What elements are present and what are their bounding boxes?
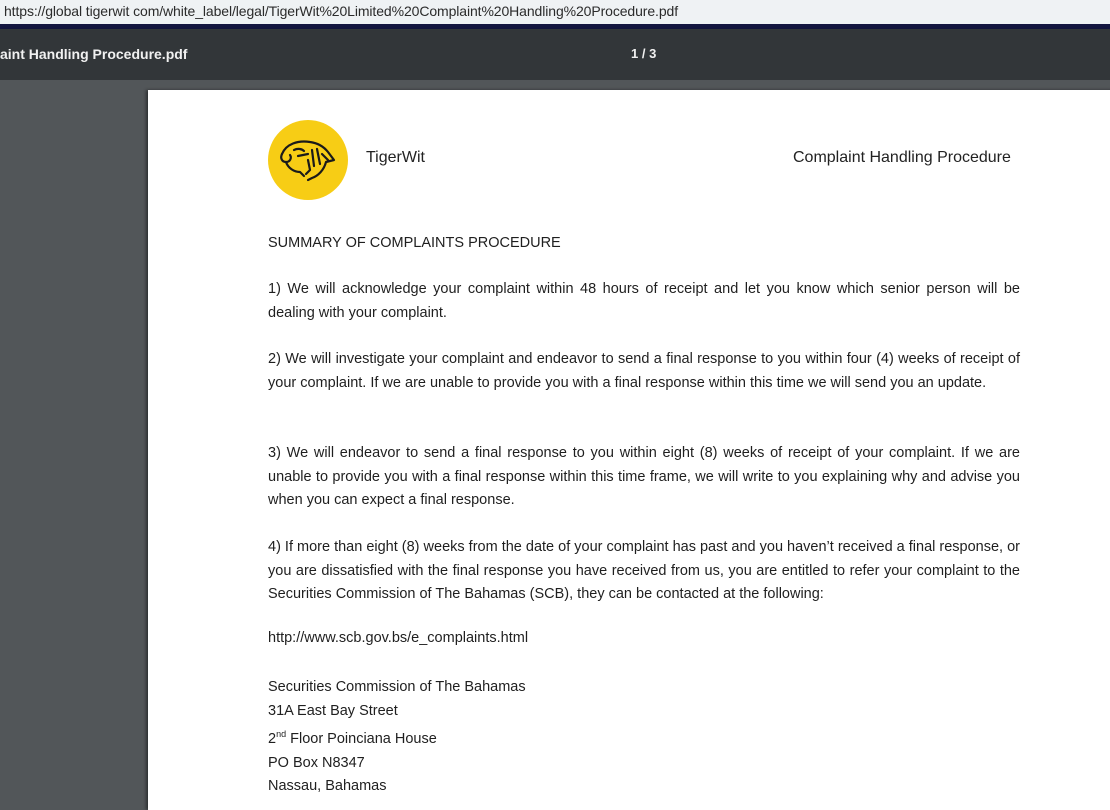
- page-indicator: 1 / 3: [631, 46, 657, 61]
- floor-ordinal-suffix: nd: [276, 729, 287, 739]
- address-line-4: PO Box N8347: [268, 754, 365, 771]
- floor-building: Floor Poinciana House: [286, 731, 437, 747]
- address-bar[interactable]: [0, 0, 1110, 24]
- address-line-2: 31A East Bay Street: [268, 702, 398, 719]
- document-title: Complaint Handling Procedure: [793, 149, 1011, 166]
- pdf-page: [148, 90, 1110, 810]
- procedure-step-4: 4) If more than eight (8) weeks from the date of your complaint has past and you haven’t received a final response, or you are dissatisfied with the final response you have received from us, you are entitled to refer your complaint to the Securities Commission of The Bahamas (SCB), they can be contacted at the following:: [268, 539, 1020, 602]
- url-text[interactable]: https://global tigerwit com/white_label/legal/TigerWit%20Limited%20Complaint%20Handling%20Procedure.pdf: [4, 3, 678, 19]
- address-line-1: Securities Commission of The Bahamas: [268, 679, 526, 695]
- scb-address: [268, 676, 526, 799]
- procedure-step-1: 1) We will acknowledge your complaint within 48 hours of receipt and let you know which senior person will be dealing with your complaint.: [268, 281, 1020, 321]
- address-line-5: Nassau, Bahamas: [268, 778, 387, 794]
- procedure-step-3: 3) We will endeavor to send a final response to you within eight (8) weeks of receipt of your complaint. If we are unable to provide you with a final response within this time frame, we will write to you explaining why and advise you when you can expect a final response.: [268, 445, 1020, 508]
- section-heading: SUMMARY OF COMPLAINTS PROCEDURE: [268, 235, 561, 251]
- pdf-toolbar: [0, 29, 1110, 80]
- address-line-3: [268, 723, 526, 752]
- brand-name: TigerWit: [366, 149, 425, 166]
- tigerwit-logo: [268, 120, 348, 200]
- floor-number: 2: [268, 731, 277, 747]
- procedure-step-2: 2) We will investigate your complaint and endeavor to send a final response to you within four (4) weeks of receipt of your complaint. If we are unable to provide you with a final response within this time we will send you an update.: [268, 351, 1020, 391]
- pdf-file-title: aint Handling Procedure.pdf: [0, 46, 188, 62]
- tiger-head-icon: [268, 120, 348, 200]
- scb-complaints-link[interactable]: http://www.scb.gov.bs/e_complaints.html: [268, 630, 529, 646]
